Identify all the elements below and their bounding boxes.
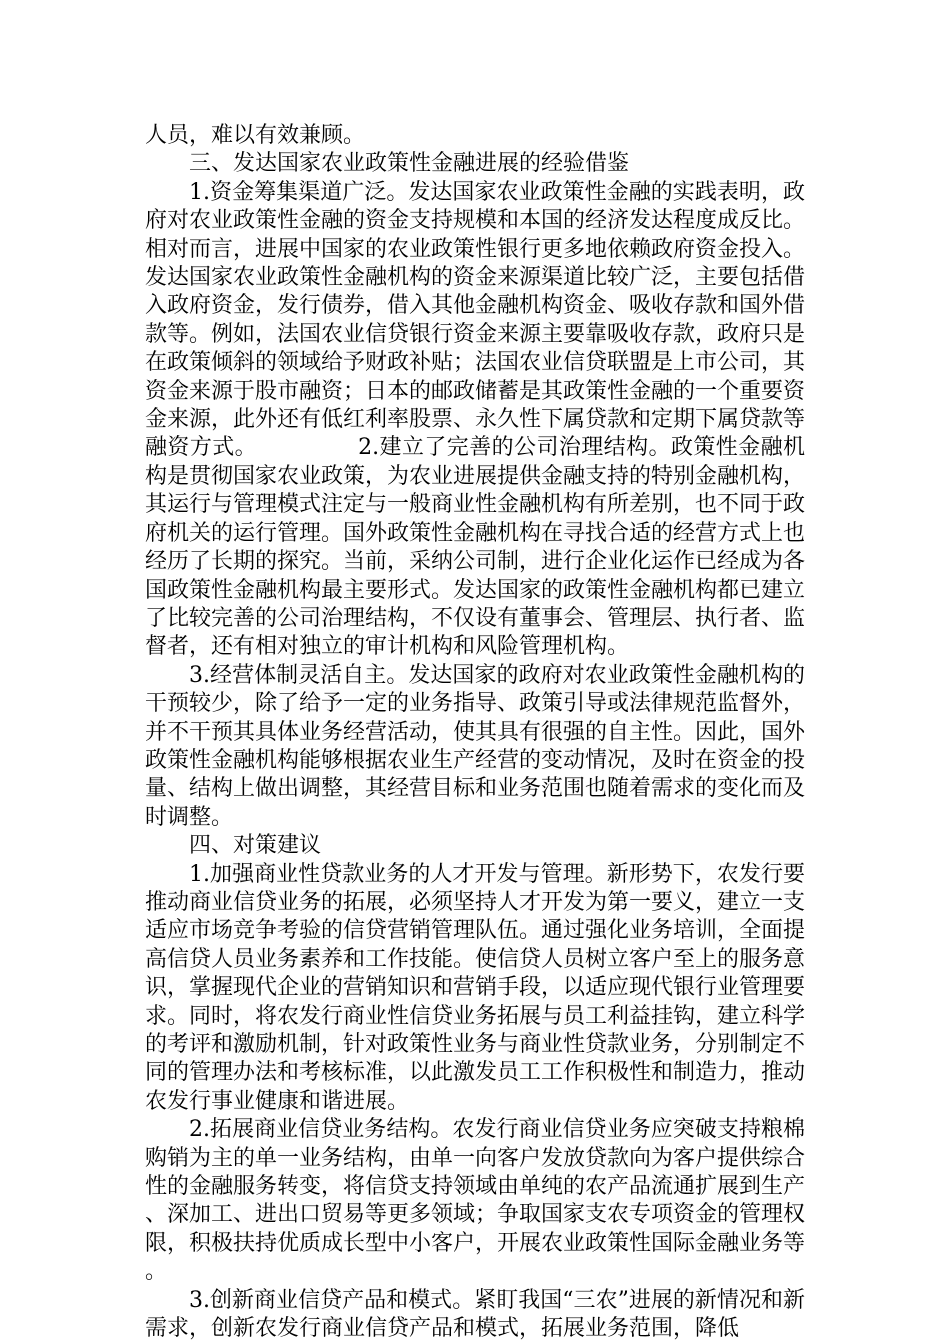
paragraph-talent-development: 1.加强商业性贷款业务的人才开发与管理。新形势下，农发行要推动商业信贷业务的拓展，必须坚持人才开发为第一要义，建立一支适应市场竞争考验的信贷营销管理队伍。通过强化业务培训，全面提高信贷人员业务素养和工作技能。使信贷人员树立客户至上的服务意识，掌握现代企业的营销知识和营销手段，以适应现代银行业管理要求。同时，将农发行商业性信贷业务拓展与员工利益挂钩，建立科学的考评和激励机制，针对政策性业务与商业性贷款业务，分别制定不同的管理办法和考核标准，以此激发员工工作积极性和制造力，推动农发行事业健康和谐进展。 [145,861,806,1114]
section-heading-recommendations: 四、对策建议 [189,833,322,859]
paragraph-funding-and-governance: 1.资金筹集渠道广泛。发达国家农业政策性金融的实践表明，政府对农业政策性金融的资金支持规模和本国的经济发达程度成反比。相对而言，进展中国家的农业政策性银行更多地依赖政府资金投入。发达国家农业政策性金融机构的资金来源渠道比较广泛，主要包括借入政府资金，发行债券，借入其他金融机构资金、吸收存款和国外借款等。例如，法国农业信贷银行资金来源主要靠吸收存款，政府只是在政策倾斜的领域给予财政补贴；法国农业信贷联盟是上市公司，其资金来源于股市融资；日本的邮政储蓄是其政策性金融的一个重要资金来源，此外还有低红利率股票、永久性下属贷款和定期下属贷款等融资方式。 2.建立了完善的公司治理结构。政策性金融机构是贯彻国家农业政策，为农业进展提供金融支持的特别金融机构，其运行与管理模式注定与一般商业性金融机构有所差别，也不同于政府机关的运行管理。国外政策性金融机构在寻找合适的经营方式上也经历了长期的探究。当前，采纳公司制，进行企业化运作已经成为各国政策性金融机构最主要形式。发达国家的政策性金融机构都已建立了比较完善的公司治理结构，不仅设有董事会、管理层、执行者、监督者，还有相对独立的审计机构和风险管理机构。 [145,179,806,660]
section-heading-lessons: 三、发达国家农业政策性金融进展的经验借鉴 [189,151,630,177]
paragraph-business-structure: 2.拓展商业信贷业务结构。农发行商业信贷业务应突破支持粮棉购销为主的单一业务结构，由单一向客户发放贷款向为客户提供综合性的金融服务转变，将信贷支持领域由单纯的农产品流通扩展到生产、深加工、进出口贸易等更多领域；争取国家支农专项资金的管理权限，积极扶持优质成长型中小客户，开展农业政策性国际金融业务等。 [145,1117,806,1285]
paragraph-continuation: 人员，难以有效兼顾。 [145,123,366,148]
paragraph-product-innovation: 3.创新商业信贷产品和模式。紧盯我国“三农”进展的新情况和新需求，创新农发行商业信贷产品和模式，拓展业务范围，降低 [145,1287,805,1342]
paragraph-operating-system: 3.经营体制灵活自主。发达国家的政府对农业政策性金融机构的干预较少，除了给予一定的业务指导、政策引导或法律规范监督外，并不干预其具体业务经营活动，使其具有很强的自主性。因此，国外政策性金融机构能够根据农业生产经营的变动情况，及时在资金的投量、结构上做出调整，其经营目标和业务范围也随着需求的变化而及时调整。 [145,662,806,830]
document-body [145,122,805,1343]
